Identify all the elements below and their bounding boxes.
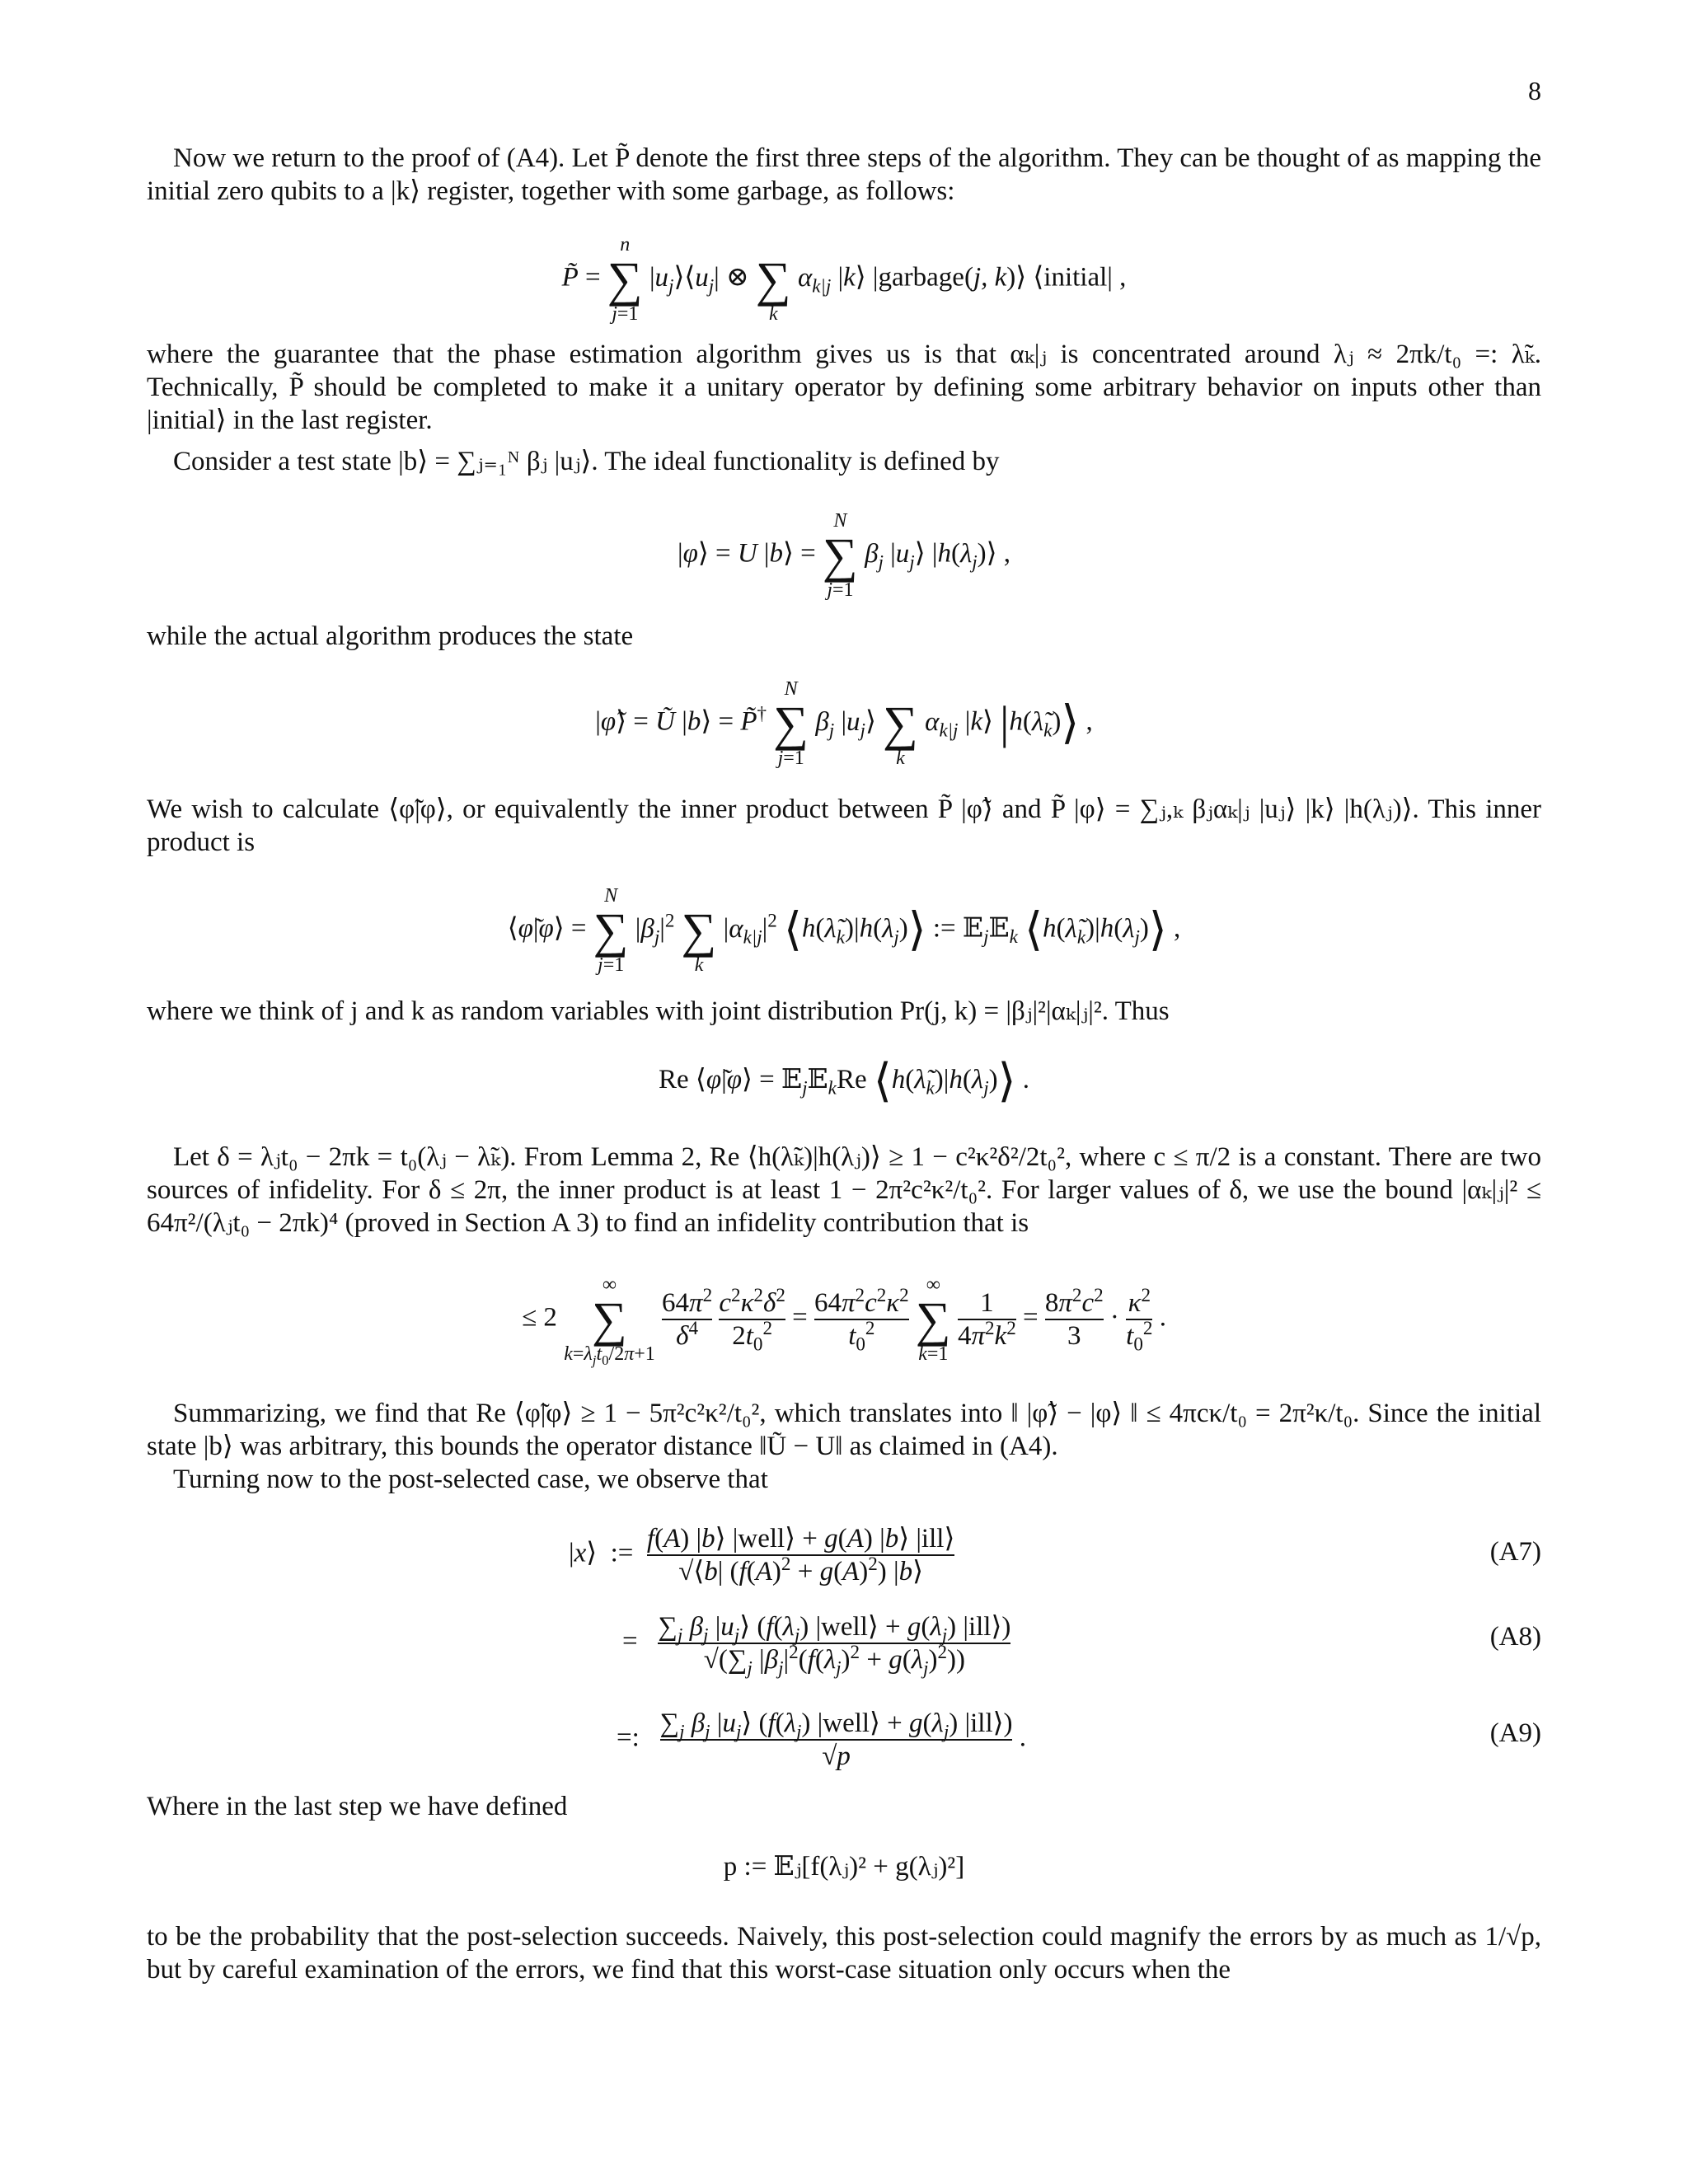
equation-probability: p := 𝔼ⱼ[f(λⱼ)² + g(λⱼ)²] [723,1852,965,1882]
paragraph-2: where the guarantee that the phase estimation algorithm gives us is that αₖ|ⱼ is concentrated around λⱼ ≈ 2πk/t₀ =: λ̃ₖ. Technically, P̃ should be completed to make it a unitary operator by defining some arbitrary behavior on inputs other than |initial⟩ in the last register. [147,340,1541,435]
paragraph-6: where we think of j and k as random variables with joint distribution Pr(j, k) = |βⱼ|²|αₖ|ⱼ|². Thus [147,996,1170,1026]
equation-real-part: Re ⟨φ̃|φ⟩ = 𝔼$_j$𝔼$_k$Re $⟨h(\lambdã_k)|h(\lambda_j)⟩$ . [659,1056,1029,1107]
paragraph-9: Turning now to the post-selected case, we observe that [173,1465,768,1494]
paragraph-11: to be the probability that the post-selection succeeds. Naively, this post-selection could magnify the errors by as much as 1/√p, but by careful examination of the errors, we find that this worst-case situation only occurs when the [147,1922,1541,1985]
page-number: 8 [1528,76,1541,105]
paragraph-3: Consider a test state |b⟩ = ∑ⱼ₌₁ᴺ βⱼ |uⱼ⟩. The ideal functionality is defined by [173,447,1000,476]
paragraph-4: while the actual algorithm produces the state [147,621,634,651]
paragraph-7: Let δ = λⱼt₀ − 2πk = t₀(λⱼ − λ̃ₖ). From Lemma 2, Re ⟨h(λ̃ₖ)|h(λⱼ)⟩ ≥ 1 − c²κ²δ²/2t₀², where c ≤ π/2 is a constant. There are two sources of infidelity. For δ ≤ 2π, the inner product is at least 1 − 2π²c²κ²/t₀². For larger values of δ, we use the bound |αₖ|ⱼ|² ≤ 64π²/(λⱼt₀ − 2πk)⁴ (proved in Section A 3) to find an infidelity contribution that is [147,1142,1541,1238]
equation-infidelity-bound: ≤ 2 ∞ ∑ $k=\lambda_jt_0/2\pi+1$ $\frac{64\pi^2}{\delta^4}$ $\frac{c^2\kappa^2\delta^2}{2t_0^2}$ = $\frac{64\pi^2c^2\kappa^2}{t_0^2}$ ∞ ∑ k=1 $\frac{1}{4\pi^2k^2}$ = $\frac{8\pi^2c^2}{3}$ · $\frac{\kappa^2}{t_0^2}$ . [522,1274,1166,1368]
equation-label-a9: (A9) [1489,1718,1541,1748]
equation-label-a8: (A8) [1489,1622,1541,1652]
equation-inner-product: ⟨φ̃|φ⟩ = N ∑ j=1 $|\beta_j|^2$ ∑ k $|\alpha_{k|j}|^2$ $⟨h(\lambdã_k)|h(\lambda_j)⟩$ := 𝔼$_j$𝔼$_k$ $⟨h(\lambdã_k)|h(\lambda_j)⟩$ , [507,885,1181,976]
paragraph-10: Where in the last step we have defined [147,1792,568,1821]
paragraph-8: Summarizing, we find that Re ⟨φ̃|φ⟩ ≥ 1 − 5π²c²κ²/t₀², which translates into ‖ |φ̃⟩ − |φ⟩ ‖ ≤ 4πcκ/t₀ = 2π²κ/t₀. Since the initial state |b⟩ was arbitrary, this bounds the operator distance ‖Ũ − U‖ as claimed in (A4). [147,1399,1541,1461]
equation-label-a7: (A7) [1489,1537,1541,1567]
paragraph-1: Now we return to the proof of (A4). Let P̃ denote the first three steps of the algorithm. They can be thought of as mapping the initial zero qubits to a |k⟩ register, together with some garbage, as follows: [147,143,1541,206]
equation-p-tilde: P̃ = n ∑ j=1 $|u_j⟩⟨u_j|$ ⊗ ∑ k $\alpha_{k|j}$ |k⟩ |garbage(j, k)⟩ ⟨initial| , [561,234,1127,325]
paragraph-5: We wish to calculate ⟨φ̃|φ⟩, or equivalently the inner product between P̃ |φ̃⟩ and P̃ |φ⟩ = ∑ⱼ,ₖ βⱼαₖ|ⱼ |uⱼ⟩ |k⟩ |h(λⱼ)⟩. This inner product is [147,794,1541,857]
equation-ideal-state: |φ⟩ = U |b⟩ = N ∑ j=1 $\beta_j$ $|u_j⟩$ $|h(\lambda_j)⟩$ , [677,510,1011,601]
equation-actual-state: |φ̃⟩ = Ũ |b⟩ = P̃† N ∑ j=1 $\beta_j$ $|u_j⟩$ ∑ k $\alpha_{k|j}$ |k⟩ $|h(\lambdã_k)⟩$ , [595,678,1093,769]
